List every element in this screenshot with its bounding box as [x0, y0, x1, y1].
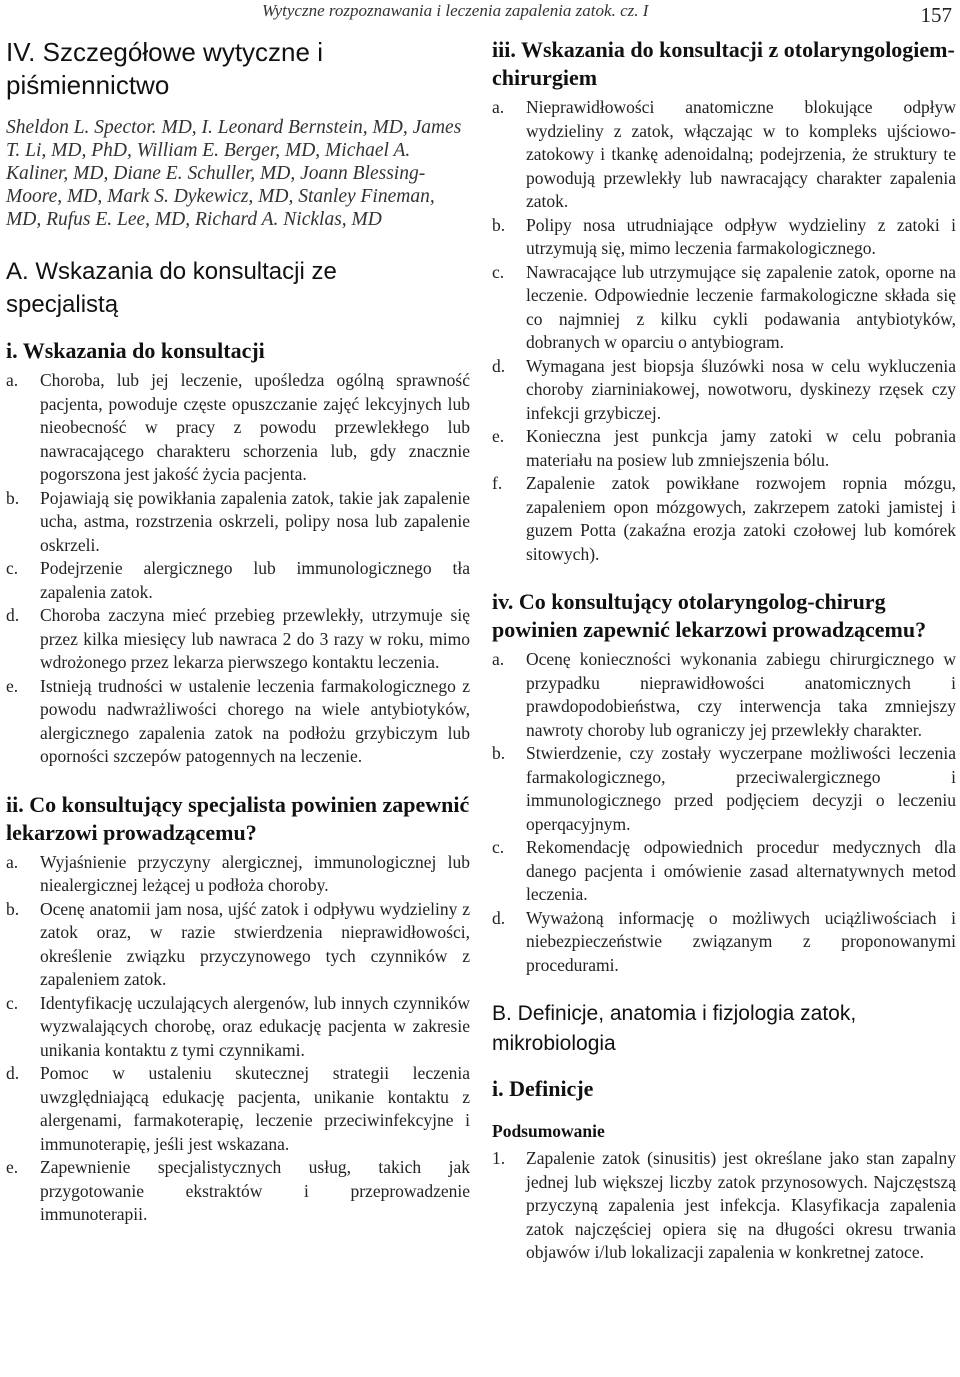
list-item-text: Istnieją trudności w ustalenie leczenia farmakologicznego z powodu nadwrażliwości chorego na wiele antybiotyków, alergicznego zapalenia zatok na podłożu grzybiczym lub oporności szczepów patogennych na leczenie. — [40, 675, 470, 766]
sec-iv-list — [492, 648, 956, 977]
list-item-marker: e. — [6, 1157, 19, 1177]
list-item-marker: b. — [6, 487, 20, 508]
list-item-text: Nawracające lub utrzymujące się zapalenie zatok, oporne na leczenie. Odpowiednie leczenie farmakologiczne składa się co najmniej z kilku cykli podawania antybiotyków, dobranych w oparciu o antybiogram. — [526, 261, 956, 352]
list-item-marker: f. — [492, 473, 503, 493]
list-item-text: Pojawiają się powikłania zapalenia zatok, takie jak zapalenie ucha, astma, rozstrzenia oskrzeli, polipy nosa lub zapalenie oskrzeli. — [40, 487, 470, 555]
list-item-text: Podejrzenie alergicznego lub immunologicznego tła zapalenia zatok. — [40, 558, 470, 602]
list-item — [492, 425, 956, 472]
list-item-marker: a. — [492, 649, 505, 669]
sec-iv-title: iv. Co konsultujący otolaryngolog-chirurg powinien zapewnić lekarzowi prowadzącemu? — [492, 589, 927, 642]
sec-ii-title: ii. Co konsultujący specjalista powinien zapewnić lekarzowi prowadzącemu? — [6, 791, 470, 845]
sec-i-title: i. Wskazania do konsultacji — [6, 338, 265, 363]
list-item-text: Stwierdzenie, czy zostały wyczerpane możliwości leczenia farmakologicznego, przeciwalergicznego i immunologicznego przed podjęciem decyzji o leczeniu operqacyjnym. — [526, 743, 956, 834]
list-item-text: Wyważoną informację o możliwych uciążliwościach i niebezpieczeństwie związanym z proponowanymi procedurami. — [526, 907, 956, 975]
sec-iii-list — [492, 96, 956, 566]
page-number: 157 — [920, 3, 952, 27]
list-item — [6, 851, 470, 898]
list-item-marker: b. — [6, 898, 20, 919]
list-item — [6, 1156, 470, 1227]
list-item — [6, 604, 470, 675]
list-item-marker: e. — [492, 426, 505, 446]
list-item-marker: a. — [6, 851, 19, 872]
list-item-marker: a. — [492, 97, 505, 117]
list-item-marker: c. — [6, 558, 19, 578]
list-item — [492, 96, 956, 214]
list-item-marker: d. — [6, 605, 20, 625]
list-item-marker: b. — [492, 743, 506, 763]
summary-title: Podsumowanie — [492, 1121, 605, 1141]
left-column — [6, 36, 470, 1227]
list-item-marker: d. — [6, 1063, 20, 1083]
list-item-marker: d. — [492, 355, 506, 376]
sec-i-list — [6, 369, 470, 769]
part-a-title: A. Wskazania do konsultacji ze specjalistą — [6, 258, 337, 318]
list-item-marker: d. — [492, 907, 506, 928]
list-item — [492, 261, 956, 355]
list-item — [492, 907, 956, 978]
sec-iii-title: iii. Wskazania do konsultacji z otolaryngologiem-chirurgiem — [492, 37, 955, 90]
list-item-text: Ocenę anatomii jam nosa, ujść zatok i odpływu wydzieliny z zatok oraz, w razie stwierdzenia nieprawidłowości, określenie związku przyczynowego tych czynników z zapaleniem zatok. — [40, 898, 470, 989]
section-title: IV. Szczegółowe wytyczne i piśmiennictwo — [6, 37, 323, 100]
list-item — [492, 214, 956, 261]
running-title: Wytyczne rozpoznawania i leczenia zapalenia zatok. cz. I — [262, 1, 649, 20]
list-item — [492, 355, 956, 426]
list-item — [492, 1147, 956, 1265]
list-item — [492, 836, 956, 907]
list-item-text: Pomoc w ustaleniu skutecznej strategii leczenia uwzględniającą edukację pacjenta, unikanie kontaktu z alergenami, farmakoterapię, leczenie przeciwinfekcyjne i immunoterapię, jeśli jest wskazana. — [40, 1063, 470, 1154]
list-item-marker: 1. — [492, 1148, 506, 1168]
defs-title: i. Definicje — [492, 1076, 594, 1101]
part-b-title: B. Definicje, anatomia i fizjologia zatok, mikrobiologia — [492, 1002, 857, 1055]
list-item-text: Wymagana jest biopsja śluzówki nosa w celu wykluczenia choroby ziarniniakowej, nowotworu, dyskinezy rzęsek czy infekcji grzybiczej. — [526, 355, 956, 423]
list-item-text: Choroba zaczyna mieć przebieg przewlekły, utrzymuje się przez kilka miesięcy lub nawraca 2 do 3 razy w roku, mimo wdrożonego przez lekarza pierwszego kontaktu leczenia. — [40, 605, 470, 672]
list-item-text: Nieprawidłowości anatomiczne blokujące odpływ wydzieliny z zatok, włączając w to kompleks ujściowo-zatokowy i tkankę adenoidalną; podejrzenia, że struktury te powodują przewlekły lub nawracający charakter zapalenia zatok. — [526, 97, 956, 211]
list-item — [492, 648, 956, 742]
list-item-marker: c. — [6, 992, 19, 1013]
list-item-text: Ocenę konieczności wykonania zabiegu chirurgicznego w przypadku nieprawidłowości anatomicznych i prawdopodobieństwa, czy interwencja taka zmniejszy nawroty choroby lub ograniczy jej przewlekły charakter. — [526, 649, 956, 740]
list-item-marker: c. — [492, 261, 505, 282]
page-header — [0, 0, 960, 30]
list-item-text: Zapalenie zatok (sinusitis) jest określane jako stan zapalny jednej lub większej liczby zatok przynosowych. Najczęstszą przyczyną zapalenia jest infekcja. Klasyfikacja zapalenia zatok najczęściej opiera się na długości okresu trwania objawów i/lub lokalizacji zapalenia w konkretnej zatoce. — [526, 1148, 956, 1262]
summary-list — [492, 1147, 956, 1265]
list-item-text: Identyfikację uczulających alergenów, lub innych czynników wyzwalających chorobę, oraz edukację pacjenta w zakresie unikania kontaktu z tymi czynnikami. — [40, 992, 470, 1060]
list-item — [6, 898, 470, 992]
list-item — [492, 472, 956, 566]
list-item-marker: a. — [6, 370, 19, 390]
list-item — [6, 1062, 470, 1156]
list-item-text: Polipy nosa utrudniające odpływ wydzieliny z zatoki i utrzymują się, mimo leczenia farmakologicznego. — [526, 214, 956, 258]
list-item-text: Wyjaśnienie przyczyny alergicznej, immunologicznej lub niealergicznej leżącej u podłoża choroby. — [40, 851, 470, 895]
list-item-text: Choroba, lub jej leczenie, upośledza ogólną sprawność pacjenta, powoduje częste opuszczanie zajęć lekcyjnych lub nieobecność w pracy z powodu przewlekłego lub nawracającego charakteru schorzenia lub, gdy znacznie pogorszona jest jakość życia pacjenta. — [40, 370, 470, 484]
list-item-marker: c. — [492, 837, 505, 857]
list-item — [492, 742, 956, 836]
list-item-text: Zapalenie zatok powikłane rozwojem ropnia mózgu, zapaleniem opon mózgowych, zakrzepem zatoki jamistej i guzem Potta (zakaźna erozja zatoki czołowej lub komórek sitowych). — [526, 473, 956, 564]
sec-ii-list — [6, 851, 470, 1227]
list-item — [6, 675, 470, 769]
list-item — [6, 992, 470, 1063]
author-list: Sheldon L. Spector. MD, I. Leonard Bernstein, MD, James T. Li, MD, PhD, William E. Berger, MD, Michael A. Kaliner, MD, Diane E. Schuller, MD, Joann Blessing-Moore, MD, Mark S. Dykewicz, MD, Stanley Fineman, MD, Rufus E. Lee, MD, Richard A. Nicklas, MD — [6, 117, 462, 230]
list-item-marker: e. — [6, 675, 19, 696]
list-item-text: Konieczna jest punkcja jamy zatoki w celu pobrania materiału na posiew lub zmniejszenia bólu. — [526, 426, 956, 470]
list-item — [6, 487, 470, 558]
list-item — [6, 369, 470, 487]
right-column — [492, 36, 956, 1265]
list-item — [6, 557, 470, 604]
list-item-text: Zapewnienie specjalistycznych usług, takich jak przygotowanie ekstraktów i przeprowadzenie immunoterapii. — [40, 1157, 470, 1224]
list-item-marker: b. — [492, 214, 506, 235]
list-item-text: Rekomendację odpowiednich procedur medycznych dla danego pacjenta i omówienie zasad alternatywnych metod leczenia. — [526, 837, 956, 904]
